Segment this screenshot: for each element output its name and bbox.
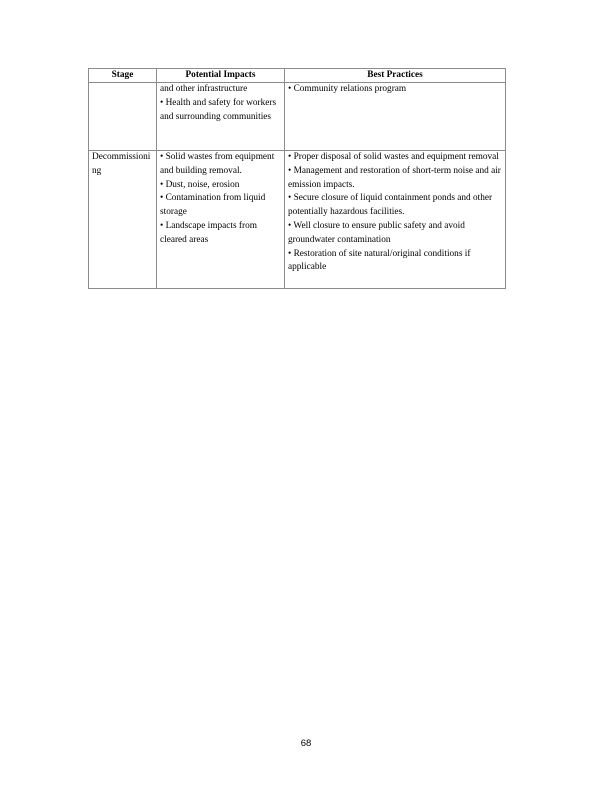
impacts-cell <box>157 151 285 289</box>
stage-label: Decommissioning <box>92 152 151 176</box>
practice-item: • Proper disposal of solid wastes and equipment removal <box>288 152 499 162</box>
table-row <box>89 83 506 151</box>
impacts-cell <box>157 83 285 151</box>
header-potential-impacts: Potential Impacts <box>157 69 285 83</box>
impacts-table <box>88 68 506 289</box>
impact-item: • Contamination from liquid storage <box>160 193 266 218</box>
table-row <box>89 151 506 289</box>
impact-item: and other infrastructure <box>160 84 248 94</box>
stage-cell <box>89 151 157 289</box>
practice-item: • Community relations program <box>288 84 407 94</box>
practice-item: • Management and restoration of short-term noise and air emission impacts. <box>288 165 501 190</box>
practice-item: • Restoration of site natural/original conditions if applicable <box>288 248 471 273</box>
page-number: 68 <box>300 738 312 749</box>
header-best-practices: Best Practices <box>285 69 506 83</box>
practice-item: • Secure closure of liquid containment ponds and other potentially hazardous facilities. <box>288 193 493 218</box>
impact-item: • Solid wastes from equipment and building removal. <box>160 152 275 176</box>
impact-item: • Health and safety for workers and surrounding communities <box>160 97 277 122</box>
table-header-row <box>89 69 506 83</box>
impact-item: • Landscape impacts from cleared areas <box>160 220 257 245</box>
impact-item: • Dust, noise, erosion <box>160 179 240 190</box>
header-stage: Stage <box>89 69 157 83</box>
practices-cell <box>285 83 506 151</box>
practices-cell <box>285 151 506 289</box>
stage-cell <box>89 83 157 151</box>
practice-item: • Well closure to ensure public safety and avoid groundwater contamination <box>288 220 465 245</box>
